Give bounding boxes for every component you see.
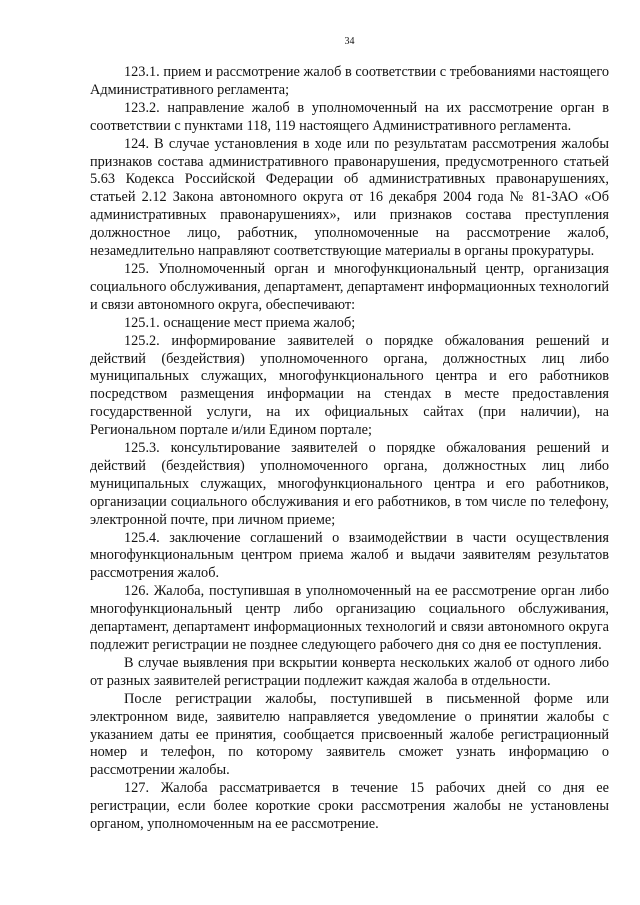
paragraph-123-1: 123.1. прием и рассмотрение жалоб в соответствии с требованиями настоящего Административного регламента; — [90, 64, 609, 98]
paragraph-125-1: 125.1. оснащение мест приема жалоб; — [124, 314, 356, 331]
paragraph-124: 124. В случае установления в ходе или по результатам рассмотрения жалобы признаков состава административного правонарушения, предусмотренного статьей 5.63 Кодекса Российской Федерации об административных правонарушениях, статьей 2.12 Закона автономного округа от 16 декабря 2004 года № 81-ЗАО «Об административных правонарушениях», или признаков состава преступления должностное лицо, работник, уполномоченные на рассмотрение жалоб, незамедлительно направляют соответствующие материалы в органы прокуратуры. — [90, 135, 609, 260]
paragraph-126-notification: После регистрации жалобы, поступившей в письменной форме или электронном виде, заявителю направляется уведомление о принятии жалобы с указанием даты ее принятия, сообщается присвоенный жалобе регистрационный номер и телефон, по которому заявитель сможет узнать информацию о рассмотрении жалобы. — [90, 690, 609, 779]
paragraph-126: 126. Жалоба, поступившая в уполномоченный на ее рассмотрение орган либо многофункциональный центр либо организацию социального обслуживания, департамент, департамент информационных технологий и связи автономного округа подлежит регистрации не позднее следующего рабочего дня со дня ее поступления. — [90, 583, 609, 653]
paragraph-125-2: 125.2. информирование заявителей о порядке обжалования решений и действий (бездействия) уполномоченного органа, должностных лиц либо муниципальных служащих, многофункционального центра и его работников посредством размещения информации на стендах в месте предоставления государственной услуги, на их официальных сайтах (при наличии), на Региональном портале и/или Едином портале; — [90, 332, 609, 439]
document-body — [90, 64, 609, 834]
paragraph-125: 125. Уполномоченный орган и многофункциональный центр, организация социального обслуживания, департамент, департамент информационных технологий и связи автономного округа, обеспечивают: — [90, 260, 609, 313]
paragraph-125-4: 125.4. заключение соглашений о взаимодействии в части осуществления многофункциональным центром приема жалоб и выдачи заявителям результатов рассмотрения жалоб. — [90, 529, 609, 582]
paragraph-125-3: 125.3. консультирование заявителей о порядке обжалования решений и действий (бездействия) уполномоченного органа, должностных лиц либо муниципальных служащих, многофункционального центра и его работников, организации социального обслуживания и его работников, в том числе по телефону, электронной почте, при личном приеме; — [90, 440, 609, 528]
paragraph-127: 127. Жалоба рассматривается в течение 15 рабочих дней со дня ее регистрации, если более короткие сроки рассмотрения жалобы не установлены органом, уполномоченным на ее рассмотрение. — [90, 780, 609, 833]
paragraph-123-2: 123.2. направление жалоб в уполномоченный на их рассмотрение орган в соответствии с пунктами 118, 119 настоящего Административного регламента. — [90, 99, 609, 134]
paragraph-126-envelope: В случае выявления при вскрытии конверта нескольких жалоб от одного либо от разных заявителей регистрации подлежит каждая жалоба в отдельности. — [90, 654, 609, 689]
page-number: 34 — [344, 36, 355, 47]
